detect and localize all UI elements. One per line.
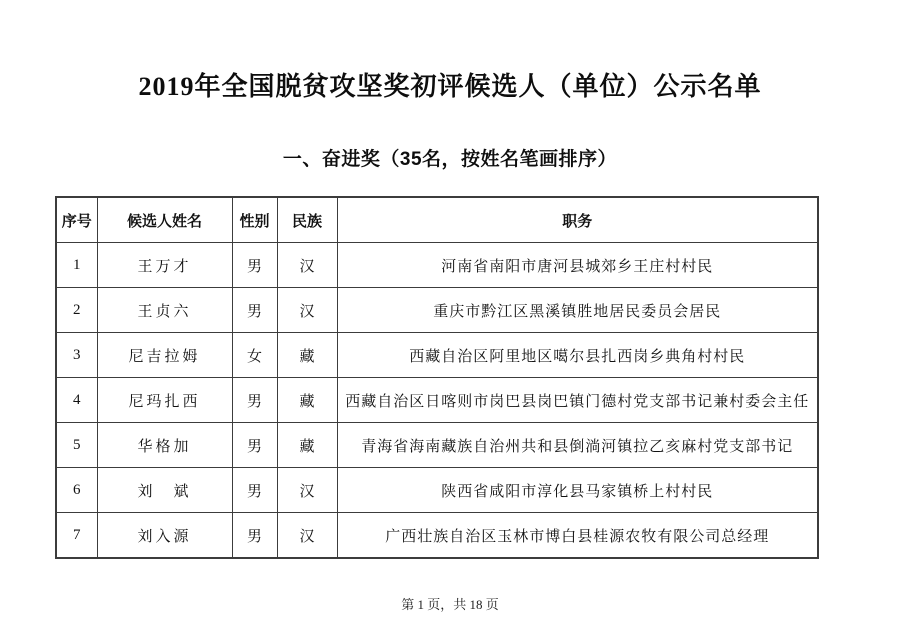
cell-gender: 男 <box>232 468 277 513</box>
cell-position: 西藏自治区日喀则市岗巴县岗巴镇门德村党支部书记兼村委会主任 <box>337 378 818 423</box>
cell-candidate-name: 尼玛扎西 <box>97 378 232 423</box>
cell-gender: 男 <box>232 513 277 559</box>
page-title: 2019年全国脱贫攻坚奖初评候选人（单位）公示名单 <box>138 72 762 101</box>
cell-candidate-name: 尼吉拉姆 <box>97 333 232 378</box>
cell-serial: 5 <box>56 423 97 468</box>
cell-candidate-name: 王贞六 <box>97 288 232 333</box>
page-number: 第 1 页，共 18 页 <box>401 597 499 612</box>
cell-serial: 2 <box>56 288 97 333</box>
table-row <box>56 468 818 513</box>
cell-ethnicity: 汉 <box>277 513 337 559</box>
cell-position: 河南省南阳市唐河县城郊乡王庄村村民 <box>337 243 818 288</box>
cell-gender: 男 <box>232 378 277 423</box>
cell-serial: 6 <box>56 468 97 513</box>
table-header-row <box>56 197 818 243</box>
table-row <box>56 513 818 559</box>
table-row <box>56 243 818 288</box>
cell-ethnicity: 汉 <box>277 468 337 513</box>
cell-gender: 男 <box>232 288 277 333</box>
cell-position: 青海省海南藏族自治州共和县倒淌河镇拉乙亥麻村党支部书记 <box>337 423 818 468</box>
cell-ethnicity: 藏 <box>277 423 337 468</box>
cell-serial: 7 <box>56 513 97 559</box>
cell-gender: 女 <box>232 333 277 378</box>
cell-serial: 3 <box>56 333 97 378</box>
cell-candidate-name: 刘入源 <box>97 513 232 559</box>
cell-gender: 男 <box>232 423 277 468</box>
table-row <box>56 423 818 468</box>
header-gender: 性别 <box>232 197 277 243</box>
cell-candidate-name: 华格加 <box>97 423 232 468</box>
cell-position: 重庆市黔江区黑溪镇胜地居民委员会居民 <box>337 288 818 333</box>
candidates-table <box>55 196 819 559</box>
cell-gender: 男 <box>232 243 277 288</box>
cell-ethnicity: 藏 <box>277 333 337 378</box>
cell-ethnicity: 藏 <box>277 378 337 423</box>
cell-candidate-name: 王万才 <box>97 243 232 288</box>
cell-serial: 1 <box>56 243 97 288</box>
cell-position: 西藏自治区阿里地区噶尔县扎西岗乡典角村村民 <box>337 333 818 378</box>
table-row <box>56 378 818 423</box>
table-row <box>56 333 818 378</box>
cell-ethnicity: 汉 <box>277 243 337 288</box>
cell-candidate-name: 刘 斌 <box>97 468 232 513</box>
header-candidate-name: 候选人姓名 <box>97 197 232 243</box>
cell-position: 广西壮族自治区玉林市博白县桂源农牧有限公司总经理 <box>337 513 818 559</box>
table-row <box>56 288 818 333</box>
cell-ethnicity: 汉 <box>277 288 337 333</box>
header-serial: 序号 <box>56 197 97 243</box>
header-ethnicity: 民族 <box>277 197 337 243</box>
cell-position: 陕西省咸阳市淳化县马家镇桥上村村民 <box>337 468 818 513</box>
section-heading: 一、奋进奖（35名，按姓名笔画排序） <box>282 149 618 170</box>
cell-serial: 4 <box>56 378 97 423</box>
header-position: 职务 <box>337 197 818 243</box>
